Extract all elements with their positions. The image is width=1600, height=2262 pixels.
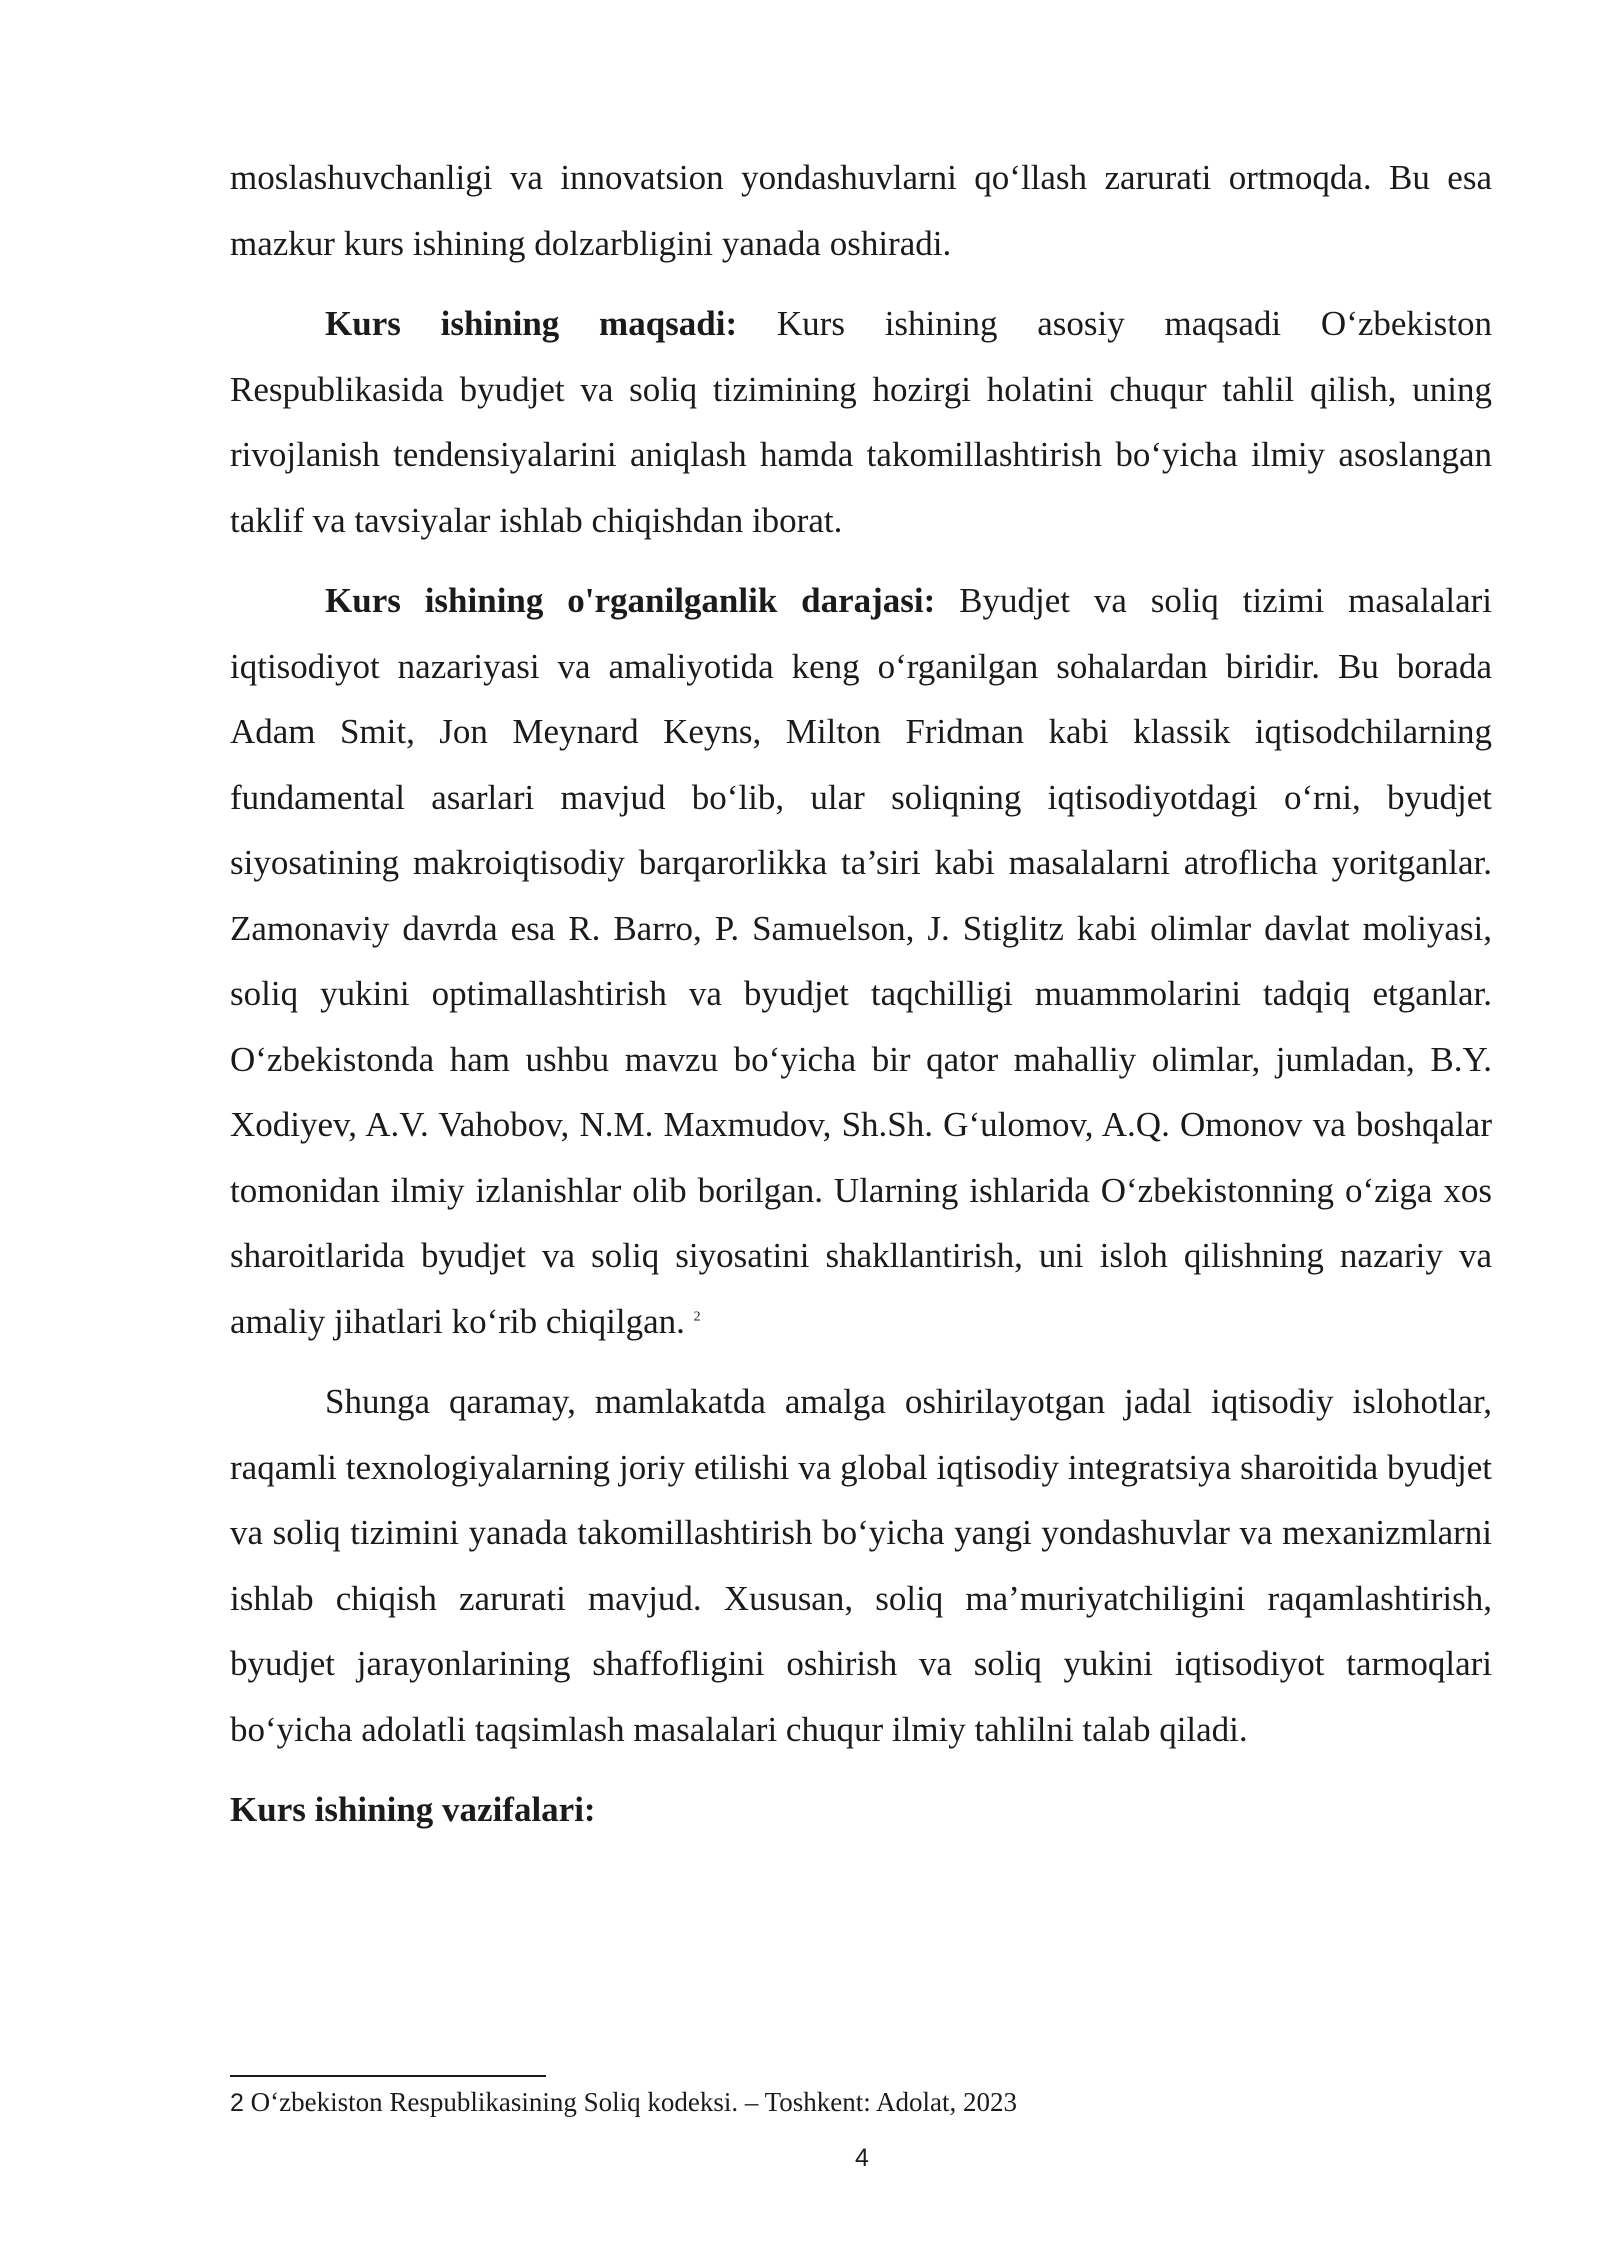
- body-text: [230, 145, 1492, 1843]
- study-level-text: Byudjet va soliq tizimi masalalari iqtisodiyot nazariyasi va amaliyotida keng o‘rganilgan sohalardan biridir. Bu borada Adam Smit, Jon Meynard Keyns, Milton Fridman kabi klassik iqtisodchilarning fundamental asarlari mavjud bo‘lib, ular soliqning iqtisodiyotdagi o‘rni, byudjet siyosatining makroiqtisodiy barqarorlikka ta’siri kabi masalalarni atroflicha yoritganlar. Zamonaviy davrda esa R. Barro, P. Samuelson, J. Stiglitz kabi olimlar davlat moliyasi, soliq yukini optimallashtirish va byudjet taqchilligi muammolarini tadqiq etganlar. O‘zbekistonda ham ushbu mavzu bo‘yicha bir qator mahalliy olimlar, jumladan, B.Y. Xodiyev, A.V. Vahobov, N.M. Maxmudov, Sh.Sh. G‘ulomov, A.Q. Omonov va boshqalar tomonidan ilmiy izlanishlar olib borilgan. Ularning ishlarida O‘zbekistonning o‘ziga xos sharoitlarida byudjet va soliq siyosatini shakllantirish, uni isloh qilishning nazariy va amaliy jihatlari ko‘rib chiqilgan.: [230, 581, 1492, 1341]
- goal-label: Kurs ishining maqsadi:: [325, 304, 738, 343]
- study-level-label: Kurs ishining o'rganilganlik darajasi:: [325, 581, 936, 620]
- footnote: [230, 2084, 1492, 2121]
- footnote-number: 2: [230, 2089, 244, 2117]
- paragraph-study-level: [230, 568, 1492, 1354]
- footnote-divider: [230, 2075, 546, 2077]
- footnote-text: O‘zbekiston Respublikasining Soliq kodeksi. – Toshkent: Adolat, 2023: [243, 2087, 1017, 2117]
- tasks-heading: Kurs ishining vazifalari:: [230, 1790, 596, 1829]
- footnote-reference[interactable]: 2: [693, 1308, 701, 1324]
- goal-text: Kurs ishining asosiy maqsadi O‘zbekiston Respublikasida byudjet va soliq tizimining hozirgi holatini chuqur tahlil qilish, uning rivojlanish tendensiyalarini aniqlash hamda takomillashtirish bo‘yicha ilmiy asoslangan taklif va tavsiyalar ishlab chiqishdan iborat.: [230, 304, 1492, 540]
- page-number: 4: [855, 2144, 869, 2172]
- paragraph-continuation: moslashuvchanligi va innovatsion yondashuvlarni qo‘llash zarurati ortmoqda. Bu esa mazkur kurs ishining dolzarbligini yanada oshiradi.: [230, 158, 1492, 263]
- paragraph-goal: [230, 291, 1492, 553]
- paragraph-nevertheless: Shunga qaramay, mamlakatda amalga oshirilayotgan jadal iqtisodiy islohotlar, raqamli texnologiyalarning joriy etilishi va global iqtisodiy integratsiya sharoitida byudjet va soliq tizimini yanada takomillashtirish bo‘yicha yangi yondashuvlar va mexanizmlarni ishlab chiqish zarurati mavjud. Xususan, soliq ma’muriyatchiligini raqamlashtirish, byudjet jarayonlarining shaffofligini oshirish va soliq yukini iqtisodiyot tarmoqlari bo‘yicha adolatli taqsimlash masalalari chuqur ilmiy tahlilni talab qiladi.: [230, 1382, 1492, 1749]
